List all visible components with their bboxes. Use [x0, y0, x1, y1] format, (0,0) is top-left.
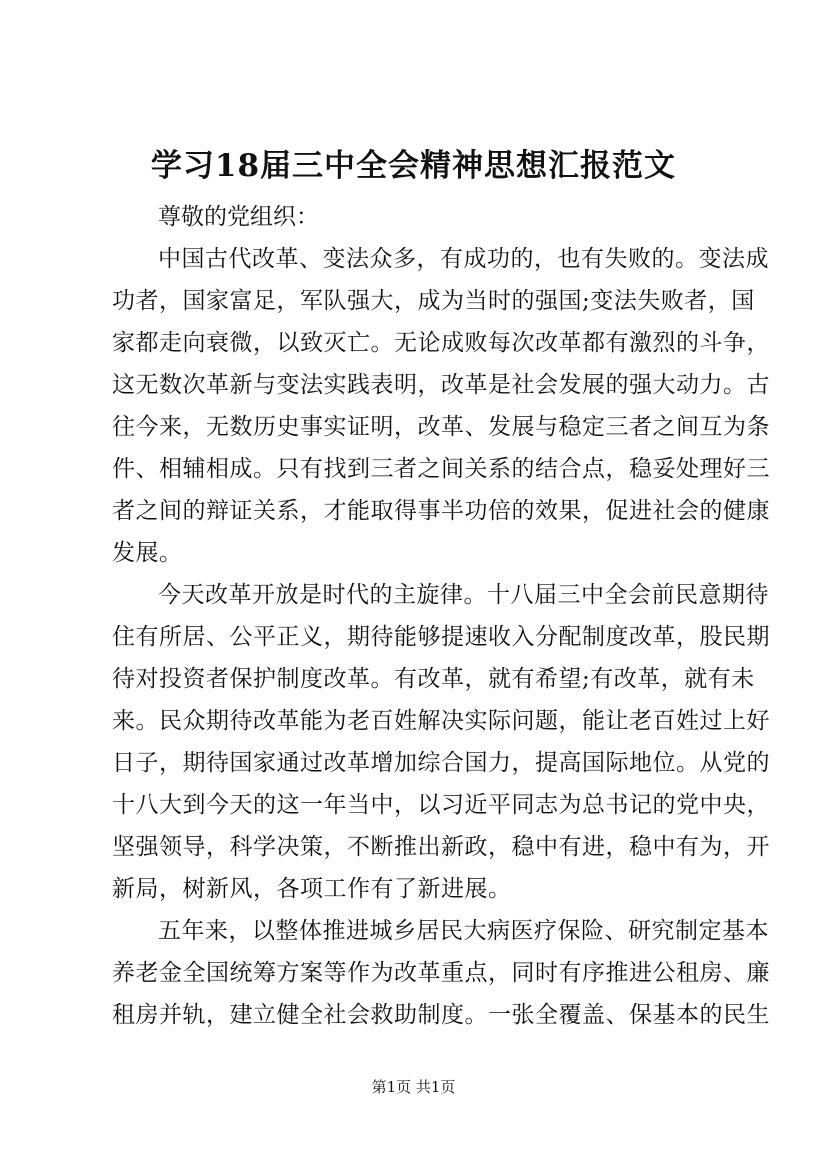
- paragraph-line: 养老金全国统筹方案等作为改革重点，同时有序推进公租房、廉: [112, 960, 770, 986]
- body-text: [112, 238, 770, 1036]
- paragraph-line: 发展。: [112, 540, 183, 566]
- paragraph-line: 日子，期待国家通过改革增加综合国力，提高国际地位。从党的: [112, 750, 770, 776]
- paragraph-line: 待对投资者保护制度改革。有改革，就有希望;有改革，就有未: [112, 666, 755, 692]
- document-title: 学习18届三中全会精神思想汇报范文: [150, 148, 677, 184]
- paragraph-line: 五年来，以整体推进城乡居民大病医疗保险、研究制定基本: [158, 918, 769, 944]
- paragraph-line: 租房并轨，建立健全社会救助制度。一张全覆盖、保基本的民生: [112, 1002, 770, 1028]
- paragraph-line: 功者，国家富足，军队强大，成为当时的强国;变法失败者，国: [112, 288, 755, 314]
- greeting-line: 尊敬的党组织：: [158, 204, 319, 230]
- paragraph-line: 来。民众期待改革能为老百姓解决实际问题，能让老百姓过上好: [112, 708, 770, 734]
- paragraph-line: 中国古代改革、变法众多，有成功的，也有失败的。变法成: [158, 246, 769, 272]
- paragraph-line: 这无数次革新与变法实践表明，改革是社会发展的强大动力。古: [112, 372, 770, 398]
- paragraph-line: 住有所居、公平正义，期待能够提速收入分配制度改革，股民期: [112, 624, 770, 650]
- paragraph-line: 件、相辅相成。只有找到三者之间关系的结合点，稳妥处理好三: [112, 456, 770, 482]
- paragraph-line: 新局，树新风，各项工作有了新进展。: [112, 876, 512, 902]
- page-number: 第1页 共1页: [371, 1078, 456, 1096]
- paragraph-line: 往今来，无数历史事实证明，改革、发展与稳定三者之间互为条: [112, 414, 770, 440]
- paragraph-line: 今天改革开放是时代的主旋律。十八届三中全会前民意期待: [158, 582, 769, 608]
- paragraph-line: 者之间的辩证关系，才能取得事半功倍的效果，促进社会的健康: [112, 498, 770, 524]
- paragraph-line: 家都走向衰微，以致灭亡。无论成败每次改革都有激烈的斗争，: [112, 330, 770, 356]
- paragraph-line: 坚强领导，科学决策，不断推出新政，稳中有进，稳中有为，开: [112, 834, 770, 860]
- paragraph-line: 十八大到今天的这一年当中，以习近平同志为总书记的党中央，: [112, 792, 770, 818]
